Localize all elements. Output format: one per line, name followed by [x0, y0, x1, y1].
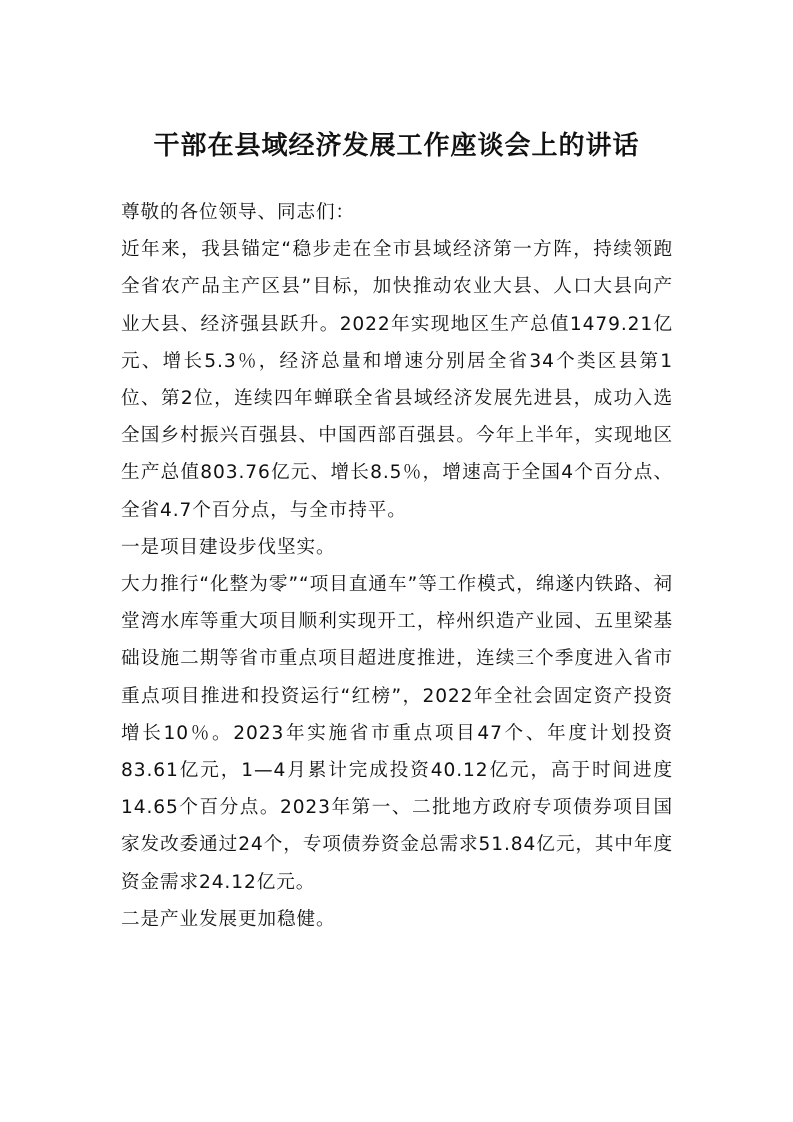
paragraph: 近年来，我县锚定“稳步走在全市县域经济第一方阵，持续领跑全省农产品主产区县”目标，加快推动农业大县、人口大县向产业大县、经济强县跃升。2022年实现地区生产总值1479.21亿元、增长5.3％，经济总量和增速分别居全省34个类区县第1位、第2位，连续四年蝉联全省县域经济发展先进县，成功入选全国乡村振兴百强县、中国西部百强县。今年上半年，实现地区生产总值803.76亿元、增长8.5％，增速高于全国4个百分点、全省4.7个百分点，与全市持平。: [121, 239, 673, 521]
section-heading: 二是产业发展更加稳健。: [121, 908, 336, 930]
paragraph: 大力推行“化整为零”“项目直通车”等工作模式，绵遂内铁路、祠堂湾水库等重大项目顺利实现开工，梓州织造产业园、五里梁基础设施二期等省市重点项目超进度推进，连续三个季度进入省市重点项目推进和投资运行“红榜”，2022年全社会固定资产投资增长10％。2023年实施省市重点项目47个、年度计划投资83.61亿元，1—4月累计完成投资40.12亿元，高于时间进度14.65个百分点。2023年第一、二批地方政府专项债券项目国家发改委通过24个，专项债券资金总需求51.84亿元，其中年度资金需求24.12亿元。: [121, 574, 673, 893]
section-heading: 一是项目建设步伐坚实。: [121, 536, 336, 558]
salutation: 尊敬的各位领导、同志们：: [121, 202, 355, 223]
document-body: [121, 194, 673, 938]
document-title: 干部在县域经济发展工作座谈会上的讲话: [153, 131, 640, 161]
